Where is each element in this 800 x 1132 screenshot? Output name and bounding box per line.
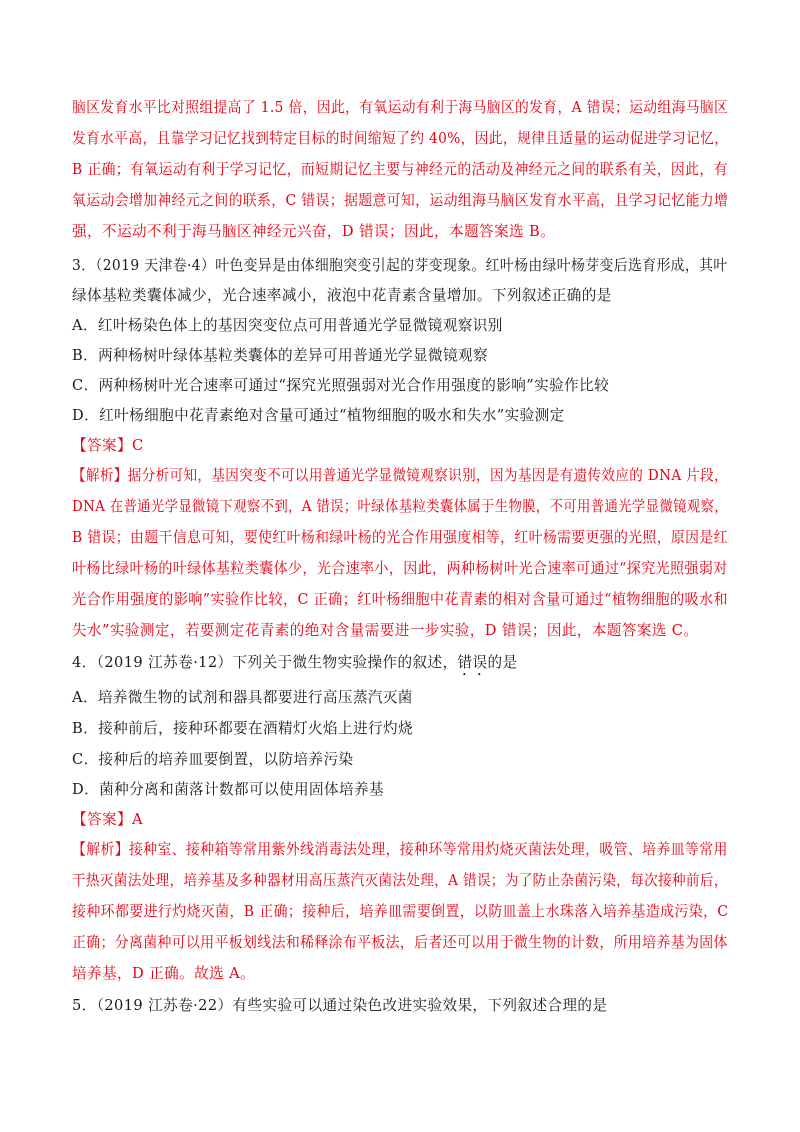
- question-3-answer: 【答案】C: [72, 437, 144, 454]
- question-5-stem: 5．（2019 江苏卷·22）有些实验可以通过染色改进实验效果，下列叙述合理的是: [72, 997, 608, 1014]
- question-4-option-c: C．接种后的培养皿要倒置，以防培养污染: [72, 751, 354, 768]
- question-3-option-d: D．红叶杨细胞中花青素绝对含量可通过“植物细胞的吸水和失水”实验测定: [72, 407, 565, 424]
- question-3-analysis: 光合作用强度的影响”实验作比较，C 正确；红叶杨细胞中花青素的相对含量可通过“植物细胞的吸水和: [72, 591, 729, 608]
- question-4-answer: 【答案】A: [72, 811, 143, 828]
- question-4-analysis: 正确；分离菌种可以用平板划线法和稀释涂布平板法，后者还可以用于微生物的计数，所用培养基为固体: [72, 934, 728, 951]
- question-3-option-c: C．两种杨树叶光合速率可通过“探究光照强弱对光合作用强度的影响”实验作比较: [72, 377, 610, 394]
- carryover-line: B 正确；有氧运动有利于学习记忆，而短期记忆主要与神经元的活动及神经元之间的联系有关，因此，有: [72, 161, 728, 178]
- question-3-analysis: 失水”实验测定，若要测定花青素的绝对含量需要进一步实验，D 错误；因此，本题答案选 C。: [72, 622, 699, 639]
- question-4-option-b: B．接种前后，接种环都要在酒精灯火焰上进行灼烧: [72, 720, 413, 737]
- question-4-stem-suffix: 的是: [487, 654, 518, 671]
- question-4-analysis: 干热灭菌法处理，培养基及多种器材用高压蒸汽灭菌法处理，A 错误；为了防止杂菌污染，每次接种前后，: [72, 872, 728, 889]
- carryover-line: 脑区发育水平比对照组提高了 1.5 倍，因此，有氧运动有利于海马脑区的发育，A 错误；运动组海马脑区: [72, 99, 729, 116]
- question-4-analysis: 接种环都要进行灼烧灭菌，B 正确；接种后，培养皿需要倒置，以防皿盖上水珠落入培养基造成污染，C: [72, 903, 729, 920]
- question-3-analysis: B 错误；由题干信息可知，要使红叶杨和绿叶杨的光合作用强度相等，红叶杨需要更强的光照，原因是红: [72, 529, 728, 546]
- question-4-analysis: 【解析】接种室、接种箱等常用紫外线消毒法处理，接种环等常用灼烧灭菌法处理，吸管、培养皿等常用: [72, 841, 728, 858]
- question-3-analysis: 【解析】据分析可知，基因突变不可以用普通光学显微镜观察识别，因为基因是有遗传效应的 DNA 片段，: [72, 467, 729, 484]
- question-3-option-b: B．两种杨树叶绿体基粒类囊体的差异可用普通光学显微镜观察: [72, 347, 488, 364]
- question-3-stem: 绿体基粒类囊体减少，光合速率减小，液泡中花青素含量增加。下列叙述正确的是: [72, 287, 612, 304]
- question-4-option-d: D．菌种分离和菌落计数都可以使用固体培养基: [72, 781, 384, 798]
- question-4-stem-prefix: 4．（2019 江苏卷·12）下列关于微生物实验操作的叙述，: [72, 654, 458, 671]
- question-3-analysis: DNA 在普通光学显微镜下观察不到，A 错误；叶绿体基粒类囊体属于生物膜，不可用普通光学显微镜观察，: [72, 498, 728, 515]
- carryover-line: 发育水平高，且靠学习记忆找到特定目标的时间缩短了约 40%，因此，规律且适量的运动促进学习记忆，: [72, 130, 729, 147]
- carryover-line: 强，不运动不利于海马脑区神经元兴奋，D 错误；因此，本题答案选 B。: [72, 223, 556, 240]
- question-4-stem-emphasis: 错误: [457, 654, 488, 671]
- question-3-option-a: A．红叶杨染色体上的基因突变位点可用普通光学显微镜观察识别: [72, 317, 503, 334]
- carryover-line: 氧运动会增加神经元之间的联系，C 错误；据题意可知，运动组海马脑区发育水平高，且学习记忆能力增: [72, 192, 729, 209]
- question-4-stem: [72, 653, 517, 679]
- question-4-analysis: 培养基，D 正确。故选 A。: [72, 965, 256, 982]
- question-3-analysis: 叶杨比绿叶杨的叶绿体基粒类囊体少，光合速率小，因此，两种杨树叶光合速率可通过“探究光照强弱对: [72, 560, 728, 577]
- question-4-option-a: A．培养微生物的试剂和器具都要进行高压蒸汽灭菌: [72, 689, 413, 706]
- question-3-stem: 3．（2019 天津卷·4）叶色变异是由体细胞突变引起的芽变现象。红叶杨由绿叶杨芽变后选育形成，其叶: [72, 257, 728, 274]
